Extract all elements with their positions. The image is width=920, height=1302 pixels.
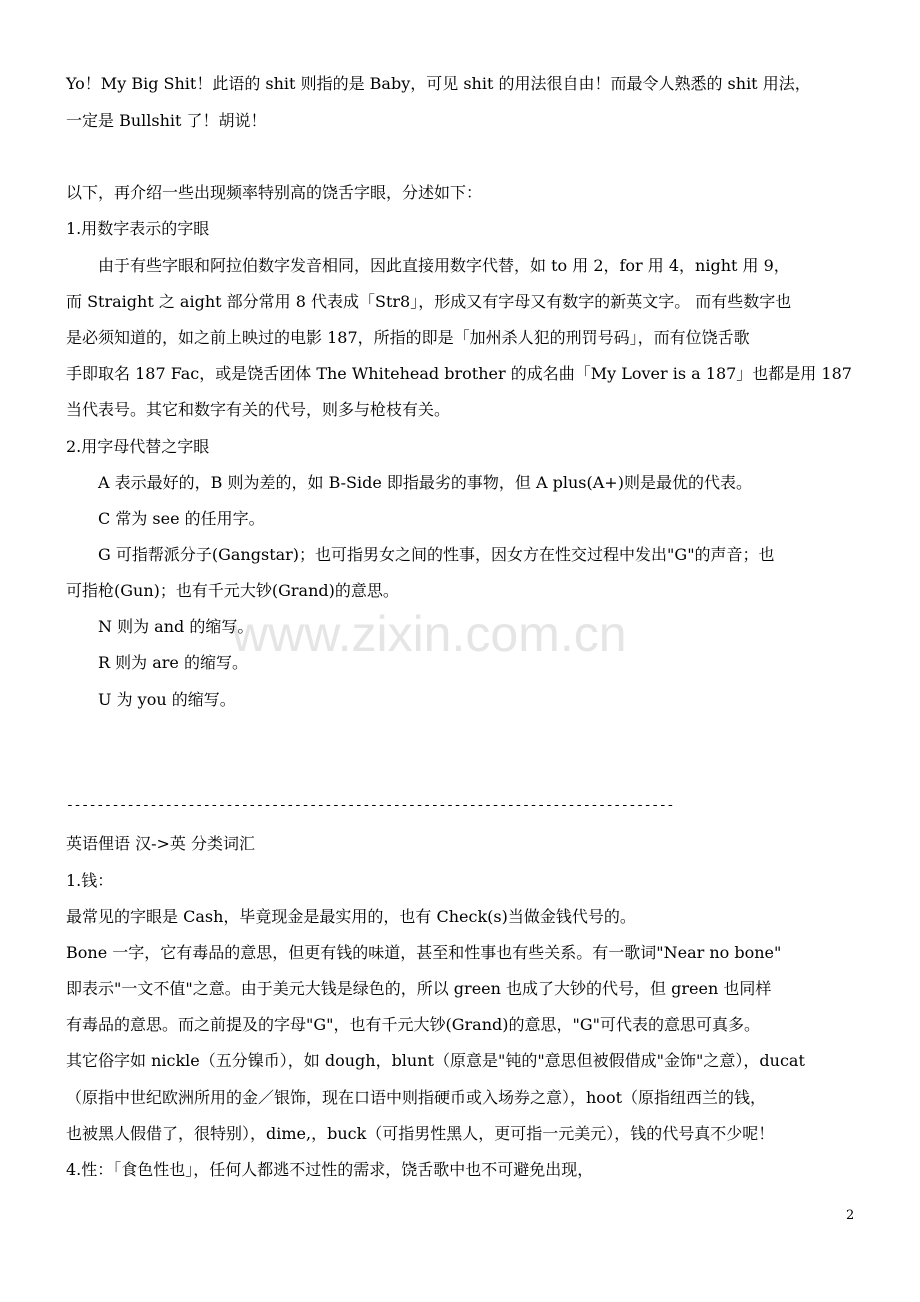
section-heading: 英语俚语 汉->英 分类词汇 — [66, 834, 255, 853]
paragraph-line: G 可指帮派分子(Gangstar)；也可指男女之间的性事，因女方在性交过程中发出"G"的声音；也 — [98, 545, 775, 564]
paragraph-line: 即表示"一文不值"之意。由于美元大钱是绿色的，所以 green 也成了大钞的代号，但 green 也同样 — [66, 979, 772, 998]
paragraph-line: 最常见的字眼是 Cash，毕竟现金是最实用的，也有 Check(s)当做金钱代号的。 — [66, 907, 636, 926]
section-heading: 1.钱： — [66, 871, 114, 890]
paragraph-line: U 为 you 的缩写。 — [98, 690, 236, 709]
paragraph-line: 可指枪(Gun)；也有千元大钞(Grand)的意思。 — [66, 581, 399, 600]
section-heading: 2.用字母代替之字眼 — [66, 437, 210, 456]
paragraph-line: 手即取名 187 Fac，或是饶舌团体 The Whitehead brother 的成名曲「My Lover is a 187」也都是用 187 — [66, 364, 852, 383]
paragraph-line: 而 Straight 之 aight 部分常用 8 代表成「Str8」，形成又有字母又有数字的新英文字。 而有些数字也 — [66, 292, 792, 311]
section-heading: 1.用数字表示的字眼 — [66, 219, 210, 238]
paragraph-line: 当代表号。其它和数字有关的代号，则多与枪枝有关。 — [66, 400, 451, 419]
paragraph-line: N 则为 and 的缩写。 — [98, 617, 254, 636]
paragraph-line: A 表示最好的，B 则为差的，如 B-Side 即指最劣的事物，但 A plus(A+)则是最优的代表。 — [98, 473, 752, 492]
paragraph-line: 以下，再介绍一些出现频率特别高的饶舌字眼，分述如下： — [66, 183, 483, 202]
paragraph-line: （原指中世纪欧洲所用的金／银饰，现在口语中则指硬币或入场券之意），hoot（原指纽西兰的钱， — [66, 1088, 767, 1107]
paragraph-line: Yo！My Big Shit！此语的 shit 则指的是 Baby，可见 shit 的用法很自由！而最令人熟悉的 shit 用法， — [66, 74, 811, 93]
paragraph-line: 有毒品的意思。而之前提及的字母"G"，也有千元大钞(Grand)的意思，"G"可代表的意思可真多。 — [66, 1015, 761, 1034]
paragraph-line: 也被黑人假借了，很特别），dime,，buck（可指男性黑人，更可指一元美元），钱的代号真不少呢！ — [66, 1124, 775, 1143]
section-heading: 4.性：「食色性也」，任何人都逃不过性的需求，饶舌歌中也不可避免出现， — [66, 1160, 594, 1179]
paragraph-line: 由于有些字眼和阿拉伯数字发音相同，因此直接用数字代替，如 to 用 2，for 用 4，night 用 9， — [98, 256, 790, 275]
watermark: www.zixin.com.cn — [232, 606, 627, 662]
paragraph-line: C 常为 see 的任用字。 — [98, 509, 265, 528]
page-number: 2 — [846, 1208, 855, 1223]
paragraph-line: 其它俗字如 nickle（五分镍币），如 dough，blunt（原意是"钝的"意思但被假借成"金饰"之意），ducat — [66, 1051, 805, 1070]
paragraph-line: 一定是 Bullshit 了！胡说！ — [66, 111, 267, 130]
paragraph-line: R 则为 are 的缩写。 — [98, 653, 248, 672]
paragraph-line: 是必须知道的，如之前上映过的电影 187，所指的即是「加州杀人犯的刑罚号码」，而有位饶舌歌 — [66, 328, 750, 347]
paragraph-line: Bone 一字，它有毒品的意思，但更有钱的味道，甚至和性事也有些关系。有一歌词"Near no bone" — [66, 943, 782, 962]
dashed-divider: -------------------------------------------------------------------------------- — [66, 798, 675, 813]
